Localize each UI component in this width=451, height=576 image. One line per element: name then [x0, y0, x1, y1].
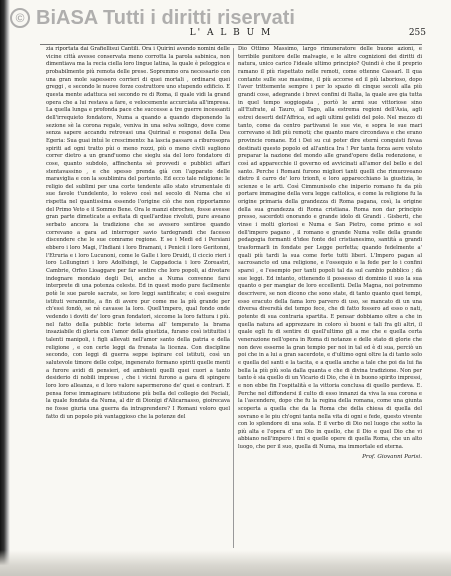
left-column-text: zia riportata dai Grafiellisui Cantili. Ora i Quirini avendo nominì delle vicine città avesse conservata meno corrotta la parola sabinica, non dimentiava ma la recia ciella loro lingue latina, la quale è peloggica e probabilmente più remota delle prese. Sopremmo ora necessario con una gran mole sapessero corrieri di quei mortali , ordinarsi quei greggi , e secondo le nuove forze costruttore uno stupendo edificio. E questa mente adattuca sei secondo re di Roma, il quale vidi la grand opera che a lui restava a fare, e velocemente accurciata all'impresa. La quella lunga e profonda pace che successe a tre guerre incessanti dell'irrequieto fondatore, Numa a quando a quando disponendo la sezione sè la corona regale, veniva in una selva solingo, dove come senza sapere accandu retrovasi una Quirinal e responsi della Dea Egeria: Sua guai intuì le crescimento: ha lascia passare a riburosopra spiriti ad ogni tratto pùi o meno rozzi, più o meno civili sugliono correr dietro a un grand'uomo che sieglu sia del loro fondatore di cose, quanto subdolo, affinchenta sè provvedi e pubblici affari stentavassino , e che spesso prenda già con l'apparato delle maraviglia e con la soublimira del portento. Ed ecco tale religione: le religio del sublimi per una corte tendente allo stato strumentale di sue favole t'undelento, lo volevo così nel secolo di Numa che si rispetta nel quantissima essendo l'origine ciò che non ripportamno del Primo Veto e il Sommo Bene. Ora le manzi ebrochee, fosse avesse gran parte dimeticate a evitata di quell'ardiue rivoluti, pure aveano serbato ancora la tradizione che se avesero sentiroe quando correvano a gara ad interroger savio tardegrandi che facesso discendere che le sue comrame regione. E se i Medi ed i Persiani ebbero i loro Magi, l'Indiani i loro Bramani, i Penicii i loro Geritonni, l'Etruria e i loro Lucunoni, come le Galle i loro Druidi, il ciccio rieri i loro Lollunginri i loro Adolfsingi, le Cappadocia i loro Zoreastri, Cambrie, Orfeo Lioaggare per far sentire che loro popoli, ai divotare indegnare mondaio degli Dei, anche a Numa convenne farsi interprete di una potenza celeste. Ed in quest modo pure facilmente potè le sue parole sacrate, se loro leggi santificate; e così eseguire istituti verammite, a fin di avere pur come me la più grande per ch'essi fondò, se nè cavasse la loro. Quell'impero, qual fondo onde vedendo i doviti de' loro gran fondatori, siccome la loro fattura i più. nel fatto della pubblic forte ieterna all' temperato la brama insaziabile di gloria con l'amor della giustizia, furano così istituitisi i talenti manipoli, i figli allevati nell'amor santo della patria e della religione , e con certe leggi da frenata la licenza. Con discipline secondo, con leggi di guerra seppe ispirare col istituti, così un salutevole timore delle colpe, ingenerato formano spiriti quelle menti a furore avidi di pensieri, ed ambienti quelli quei cuori a tanto desiderio di nobili imprese , che i vicini furono a gara di spingere loro loro alleanza, e d loro valore sapermerono de' quei e contrari. E pensa forse immaginare istituzione più bella del collegio dei Feciali, la quale fondata da Numa, al dir di Dionigi d'Alicarnasso, gioirecava ne fosse giuria una guerra da intraprendere? I Romani voloro quel fatto di un popolo più vantaggioso che la potenze del	[46, 46, 230, 420]
running-header	[36, 28, 426, 44]
page-number: 255	[408, 28, 426, 38]
copyright-icon: ©	[10, 8, 30, 28]
bottom-scan-shadow	[0, 550, 451, 576]
watermark	[10, 6, 430, 30]
watermark-text: BiASA Tutti i diritti riservati	[36, 6, 295, 29]
left-text-column	[46, 46, 230, 552]
right-text-column	[238, 46, 422, 552]
author-signature: Prof. Giovanni Parisi.	[362, 453, 422, 460]
right-column-text: Dio Ottimo Massimo, largo rimuneratore delle buone azioni, e terribile punitore delle malvagie, e le altre cognizioni dei diritti di natura, unico carico l'ideale ultimo principio? Quindi è che il preprio ramano il più rispettato nelle remoti, come ottenne Cassarl. Il qua contante sulle sue massime, il più accorse ed il più laborioso, dopo l'aver trittemente sempre i per lo spazio di cinque secoli alla più grandi cose, adegrande i brevi confini di Italia, la quale ave gia tutta in quel tempo soggiogata , portò le armi sue vittoriose sino all'Eufrate, al Tauro, al Tago, alla estrema regioni dell'Asia, agli estrei deserti dell'Affrica, ed agli ultimi gelidi del polo. Nel mezzo di tanto, come da centro partivansi le sue vie, e sopra le sue mari correvano si lidi più remoti; che quanto mare circondava e che erano provincie romane. Ed i Dei su cui poter dire eternì conquisti fuvaa destinati questo popolo ed all'antica Ira ! Per tanta forza aere voluto preparar la nazione del mondo alle grand'opere della redenzione, e così ad apparecchie il governo ed avvicinati all'amor del bello e del santo. Perche i Romani furono migliori tanti quelli che rimuroveano dietro il carro de' loro trionfi, e loro apparecchiano la giustizia, le scienze e le arti. Così Cimmunisolo che iniperio romano fu da più portare immagine della vera legge cattolica, e come la religione fu la origine primaria della grandezza di Roma pagana, così, la origine della sua grandezza di Roma cristiana. Roma non dar principio presso, sacerdoti onorando e grande idolo di Grandi . Gisberti, che vinse i molti gloriosi e Numa e San Pietro, come primo e sol dell'impero pagano , il romano e grande Numa volle della grande pedagogia formanti d'idee fonte del cristianesimo, santità a grandi trasformarli in fondate per Legge perfetta; quando fedelmente a' quali più tardi la sua come forte tutti liberi. L'Impero pagan al sacrosancto ed una religione, e l'ossequio e la fede per lo i confini sparsi , e l'esempio per tanti popoli tal da sul cambio pubblico ; dà sue leggi. Ed intanto, ottenendo il possesso di dominio il suo la sua quanto o per mangiar de loro eccellenti. Della Magna, noi potremmo descrivere, se non dicono che sono state, di tanto quanto quei tempi, esso eracuto della fama loro parvero di uso, se mancato di un una diversa diversità del tempo fece, che di fatto fossero ad esso o nati, potente di sua contraria spartita. E pensar dobbiamo oltre a che in quella natura ad apprezzare in coloro sì buoni e tali fra gli altri, il quale egli fu di sentire di quell'ultimo gli a me che e quella certa venerazione nell'opera in Roma di notanze e delle stato di glorie che non deve esserne la gran tempio per noi in tal ed è di sua, perciò un poi che in a lui a gran sacerdote, e d'ultimo ogni oltre la di tanto solo e quella del santi e la tacita, e a quella anche a tale che poi da lui fia bella la più più sola dalla quanta e che di divina tradizione. Non per tanto è sia quello di un Vicario di Dio, che è in buono spirito impressi, e non ebbe fin l'ospitalità e la vittoria conclusa di quello perdeva. E. Perche nel diffondersi il culto di esso innanzi da viva la sua corona e la l'ascendere, dopo che fu la regina della romana, come una giunta scoperta a quella che da la Roma che della chiesa di quella del sovrano e le piu ch'ogni tanta nella vita di ogni e fede, questo vivente con lo splendore di una sola. E il verbo di Dio nel luogo che sotto la più alta e l'opera d' un Dio in quello, che il Dio e quel Dio che vi abbiano nell'impero i fini e quelle opere di quella Roma, che un alto luogo, che per il suo, quella di Numa, ma immortale ed eterna.	[238, 46, 422, 451]
column-divider	[233, 48, 234, 548]
journal-title: L' A L B U M	[189, 28, 273, 38]
page-binding-edge	[0, 0, 10, 576]
header-rule	[40, 44, 422, 45]
